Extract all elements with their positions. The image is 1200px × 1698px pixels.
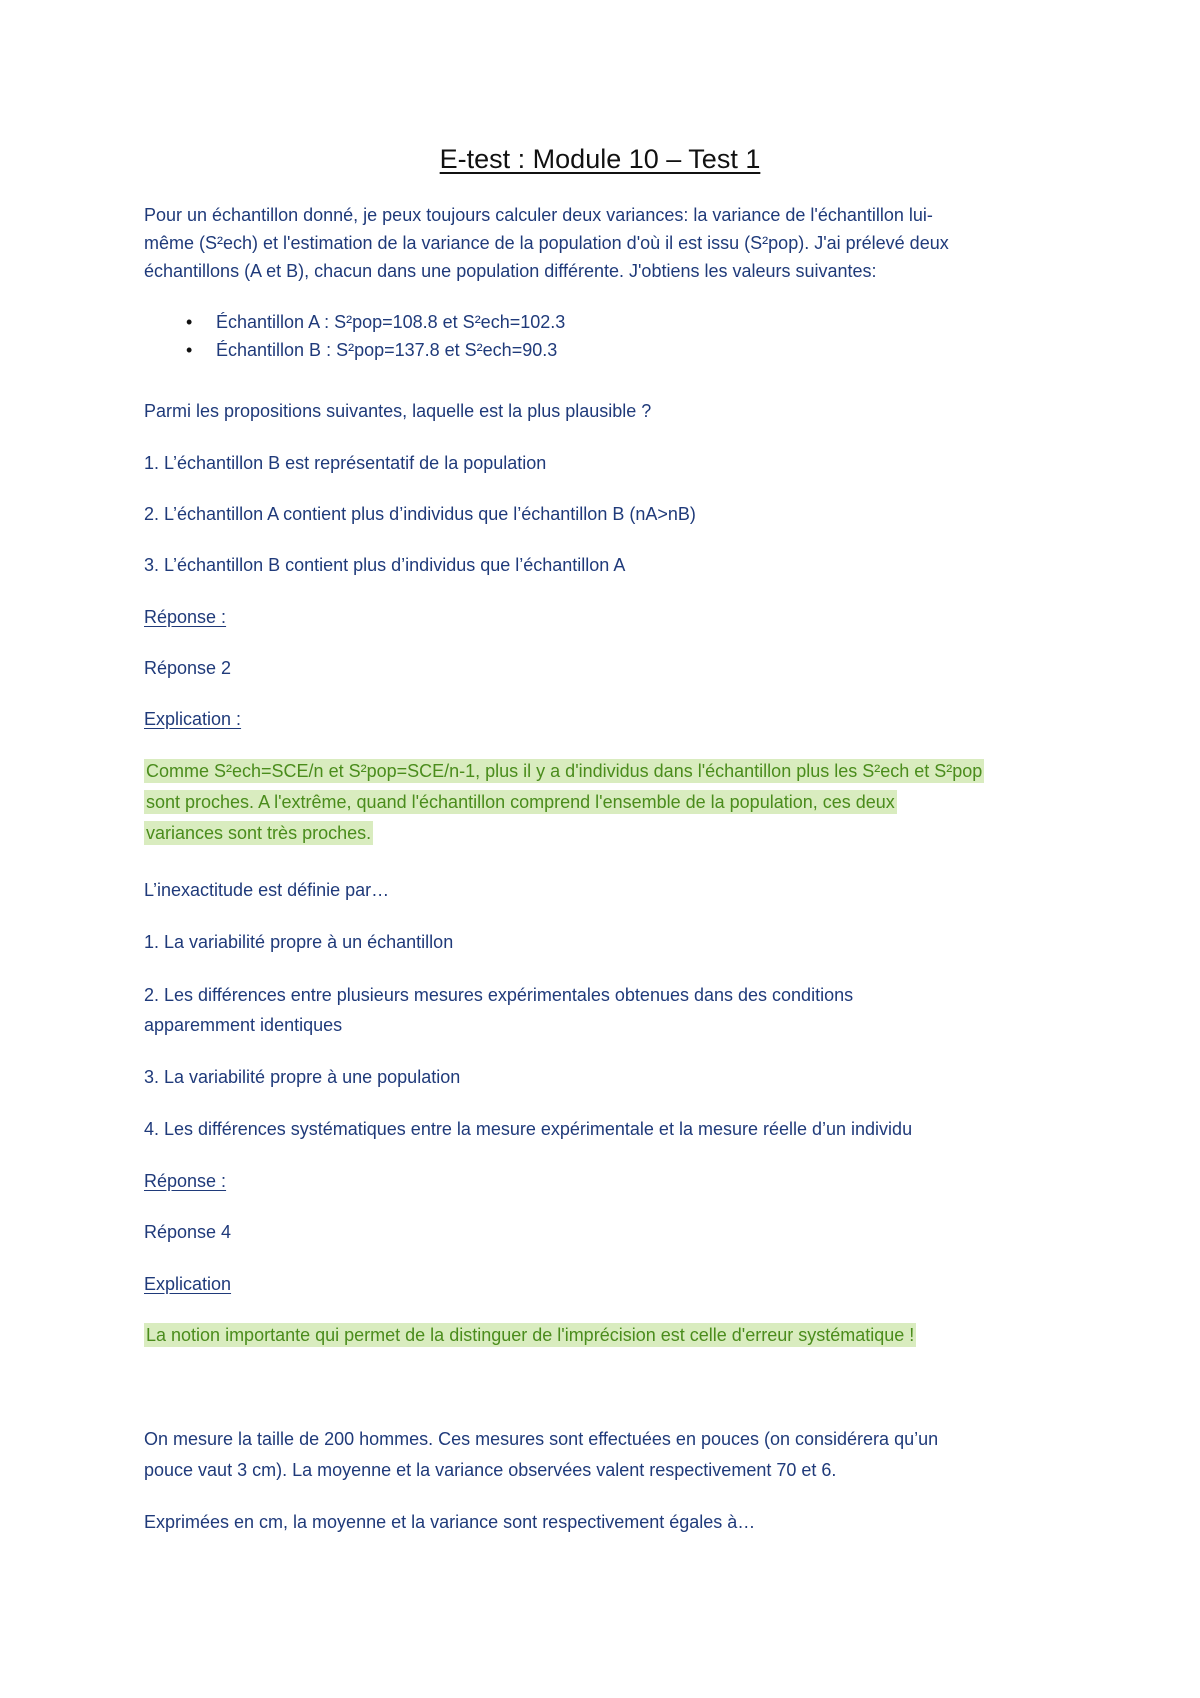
q2-question: L’inexactitude est définie par… <box>144 880 390 900</box>
q3-intro-line-2: pouce vaut 3 cm). La moyenne et la variance observées valent respectivement 70 et 6. <box>144 1460 837 1480</box>
q2-explication-label: Explication <box>144 1274 232 1294</box>
q3-intro-line-1: On mesure la taille de 200 hommes. Ces mesures sont effectuées en pouces (on considérera qu’un <box>144 1429 939 1449</box>
q1-reponse-label: Réponse : <box>144 607 227 627</box>
q2-option-2: 2. Les différences entre plusieurs mesures expérimentales obtenues dans des conditions <box>144 985 854 1005</box>
q2-explication <box>144 1325 916 1346</box>
highlight: La notion importante qui permet de la distinguer de l'imprécision est celle d'erreur systématique ! <box>146 1325 915 1345</box>
bullet-icon: • <box>186 340 193 360</box>
q1-explication-line-3 <box>144 823 373 844</box>
q2-option-2-continued: apparemment identiques <box>144 1015 343 1035</box>
highlight: Comme S²ech=SCE/n et S²pop=SCE/n-1, plus il y a d'individus dans l'échantillon plus les S²ech et S²pop <box>146 761 983 781</box>
q1-explication-label: Explication : <box>144 709 242 729</box>
q1-reponse: Réponse 2 <box>144 658 232 678</box>
q2-reponse: Réponse 4 <box>144 1222 232 1242</box>
q2-option-4: 4. Les différences systématiques entre la mesure expérimentale et la mesure réelle d’un individu <box>144 1119 913 1139</box>
document-title: E-test : Module 10 – Test 1 <box>439 144 761 174</box>
highlight: sont proches. A l'extrême, quand l'échantillon comprend l'ensemble de la population, ces deux <box>146 792 895 812</box>
highlight: variances sont très proches. <box>146 823 372 843</box>
q1-option-2: 2. L’échantillon A contient plus d’individus que l’échantillon B (nA>nB) <box>144 504 696 524</box>
q2-option-1: 1. La variabilité propre à un échantillon <box>144 932 454 952</box>
q1-intro-line-1: Pour un échantillon donné, je peux toujours calculer deux variances: la variance de l'échantillon lui- <box>144 205 933 225</box>
q1-explication-line-2 <box>144 792 897 813</box>
q1-question: Parmi les propositions suivantes, laquelle est la plus plausible ? <box>144 401 652 421</box>
q1-bullet-a: Échantillon A : S²pop=108.8 et S²ech=102.3 <box>216 312 566 332</box>
bullet-icon: • <box>186 312 193 332</box>
q1-explication-line-1 <box>144 761 984 782</box>
q3-question: Exprimées en cm, la moyenne et la variance sont respectivement égales à… <box>144 1512 756 1532</box>
q1-intro-line-2: même (S²ech) et l'estimation de la variance de la population d'où il est issu (S²pop). J'ai prélevé deux <box>144 233 949 253</box>
q2-reponse-label: Réponse : <box>144 1171 227 1191</box>
q1-option-3: 3. L’échantillon B contient plus d’individus que l’échantillon A <box>144 555 626 575</box>
q1-intro-line-3: échantillons (A et B), chacun dans une population différente. J'obtiens les valeurs suivantes: <box>144 261 877 281</box>
q1-option-1: 1. L’échantillon B est représentatif de la population <box>144 453 547 473</box>
q1-bullet-b: Échantillon B : S²pop=137.8 et S²ech=90.3 <box>216 340 558 360</box>
q2-option-3: 3. La variabilité propre à une population <box>144 1067 461 1087</box>
